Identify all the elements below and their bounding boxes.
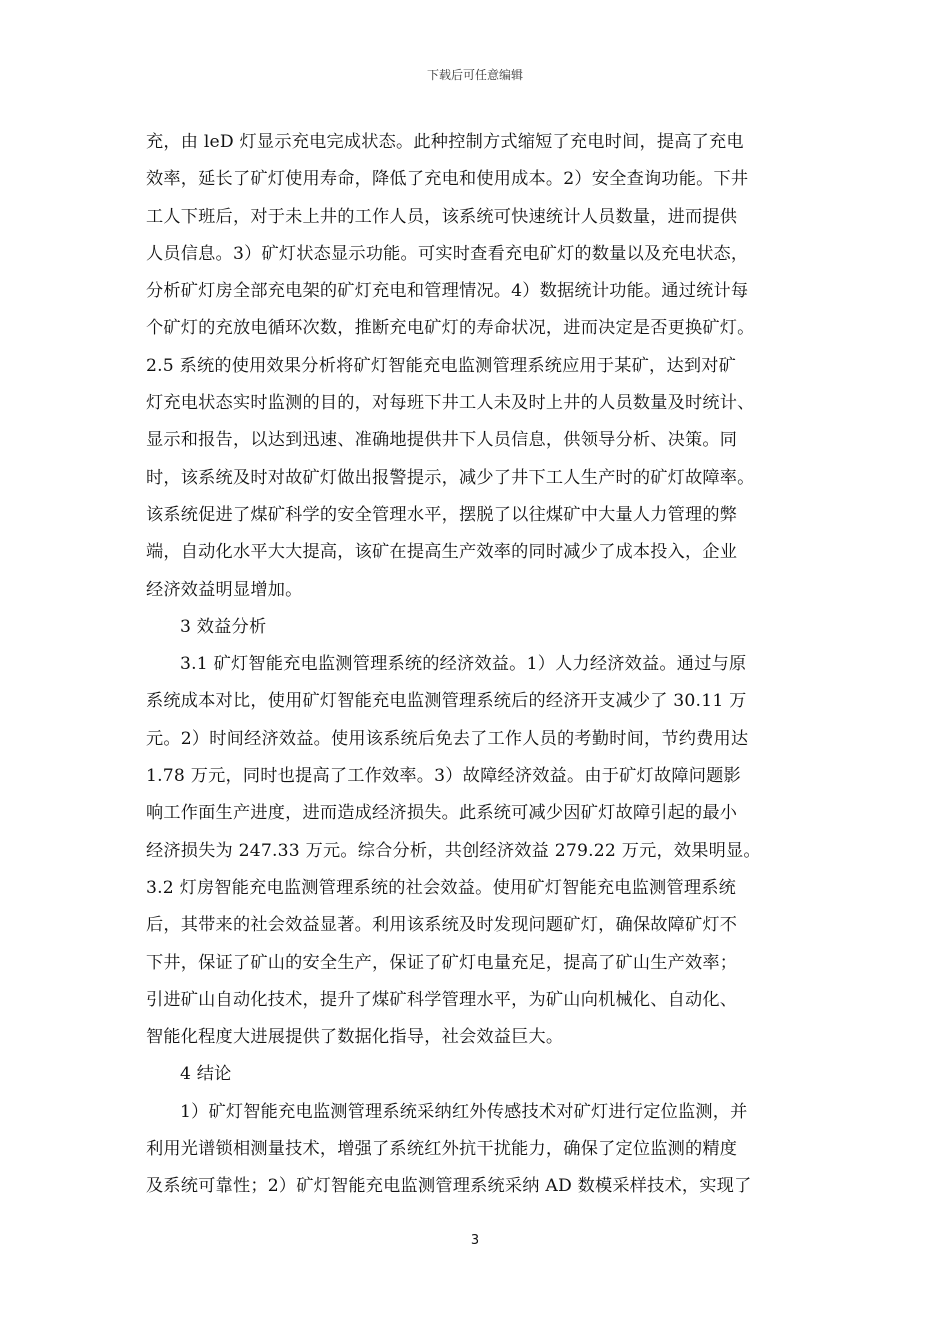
page-header: 下载后可任意编辑 xyxy=(426,68,523,82)
text-line: 1）矿灯智能充电监测管理系统采纳红外传感技术对矿灯进行定位监测，并 xyxy=(180,1101,748,1122)
text-line: 元。2）时间经济效益。使用该系统后免去了工作人员的考勤时间，节约费用达 xyxy=(146,728,749,749)
text-line: 时，该系统及时对故矿灯做出报警提示，减少了井下工人生产时的矿灯故障率。 xyxy=(146,467,755,488)
text-line: 后，其带来的社会效益显著。利用该系统及时发现问题矿灯，确保故障矿灯不 xyxy=(146,915,738,936)
text-line: 效率，延长了矿灯使用寿命，降低了充电和使用成本。2）安全查询功能。下井 xyxy=(146,169,749,190)
section-heading: 4 结论 xyxy=(180,1064,232,1085)
text-line: 下井，保证了矿山的安全生产，保证了矿灯电量充足，提高了矿山生产效率； xyxy=(146,952,738,973)
text-line: 1.78 万元，同时也提高了工作效率。3）故障经济效益。由于矿灯故障问题影 xyxy=(146,766,741,787)
text-line: 智能化程度大进展提供了数据化指导，社会效益巨大。 xyxy=(146,1027,564,1048)
text-line: 该系统促进了煤矿科学的安全管理水平，摆脱了以往煤矿中大量人力管理的弊 xyxy=(146,504,738,525)
text-line: 经济损失为 247.33 万元。综合分析，共创经济效益 279.22 万元，效果明显。 xyxy=(146,840,761,861)
document-body xyxy=(146,124,806,1206)
text-line: 显示和报告，以达到迅速、准确地提供井下人员信息，供领导分析、决策。同 xyxy=(146,430,738,451)
text-line: 端，自动化水平大大提高，该矿在提高生产效率的同时减少了成本投入，企业 xyxy=(146,542,738,563)
text-line: 充，由 leD 灯显示充电完成状态。此种控制方式缩短了充电时间，提高了充电 xyxy=(146,132,744,152)
text-line: 2.5 系统的使用效果分析将矿灯智能充电监测管理系统应用于某矿，达到对矿 xyxy=(146,355,737,376)
text-line: 引进矿山自动化技术，提升了煤矿科学管理水平，为矿山向机械化、自动化、 xyxy=(146,989,738,1010)
text-line: 工人下班后，对于未上井的工作人员，该系统可快速统计人员数量，进而提供 xyxy=(146,206,738,227)
text-line: 灯充电状态实时监测的目的，对每班下井工人未及时上井的人员数量及时统计、 xyxy=(146,393,755,414)
text-line: 人员信息。3）矿灯状态显示功能。可实时查看充电矿灯的数量以及充电状态， xyxy=(146,243,749,264)
text-line: 分析矿灯房全部充电架的矿灯充电和管理情况。4）数据统计功能。通过统计每 xyxy=(146,281,749,302)
text-line: 3.2 灯房智能充电监测管理系统的社会效益。使用矿灯智能充电监测管理系统 xyxy=(146,877,737,898)
page-number: 3 xyxy=(470,1233,480,1248)
text-line: 系统成本对比，使用矿灯智能充电监测管理系统后的经济开支减少了 30.11 万 xyxy=(146,691,747,712)
section-heading: 3 效益分析 xyxy=(180,616,267,637)
text-line: 经济效益明显增加。 xyxy=(146,579,303,600)
text-line: 响工作面生产进度，进而造成经济损失。此系统可减少因矿灯故障引起的最小 xyxy=(146,803,738,824)
text-line: 3.1 矿灯智能充电监测管理系统的经济效益。1）人力经济效益。通过与原 xyxy=(180,654,747,675)
text-line: 个矿灯的充放电循环次数，推断充电矿灯的寿命状况，进而决定是否更换矿灯。 xyxy=(146,318,755,339)
text-line: 利用光谱锁相测量技术，增强了系统红外抗干扰能力，确保了定位监测的精度 xyxy=(146,1139,738,1160)
text-line: 及系统可靠性；2）矿灯智能充电监测管理系统采纳 AD 数模采样技术，实现了 xyxy=(146,1176,752,1197)
